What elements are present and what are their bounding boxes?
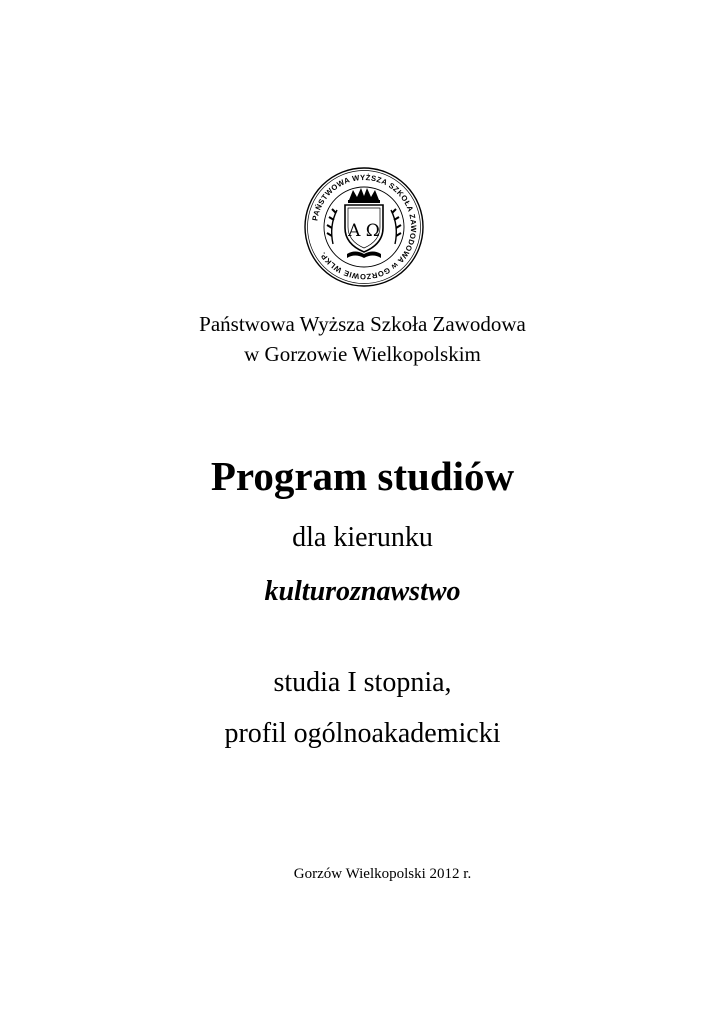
institution-name: Państwowa Wyższa Szkoła Zawodowa bbox=[199, 312, 526, 336]
study-level: studia I stopnia, bbox=[273, 667, 452, 698]
document-title: Program studiów bbox=[210, 453, 515, 499]
study-profile: profil ogólnoakademicki bbox=[224, 718, 501, 749]
institution-location: w Gorzowie Wielkopolskim bbox=[244, 342, 481, 366]
seal-emblem-letters: Α Ω bbox=[348, 221, 380, 241]
seal-ring-text: PAŃSTWOWA WYŻSZA SZKOŁA ZAWODOWA w GORZOWIE WLKP. bbox=[310, 172, 419, 282]
place-and-year: Gorzów Wielkopolski 2012 r. bbox=[293, 866, 472, 882]
field-of-study: kulturoznawstwo bbox=[264, 576, 461, 607]
subtitle: dla kierunku bbox=[292, 522, 433, 553]
university-seal-icon bbox=[303, 166, 425, 288]
